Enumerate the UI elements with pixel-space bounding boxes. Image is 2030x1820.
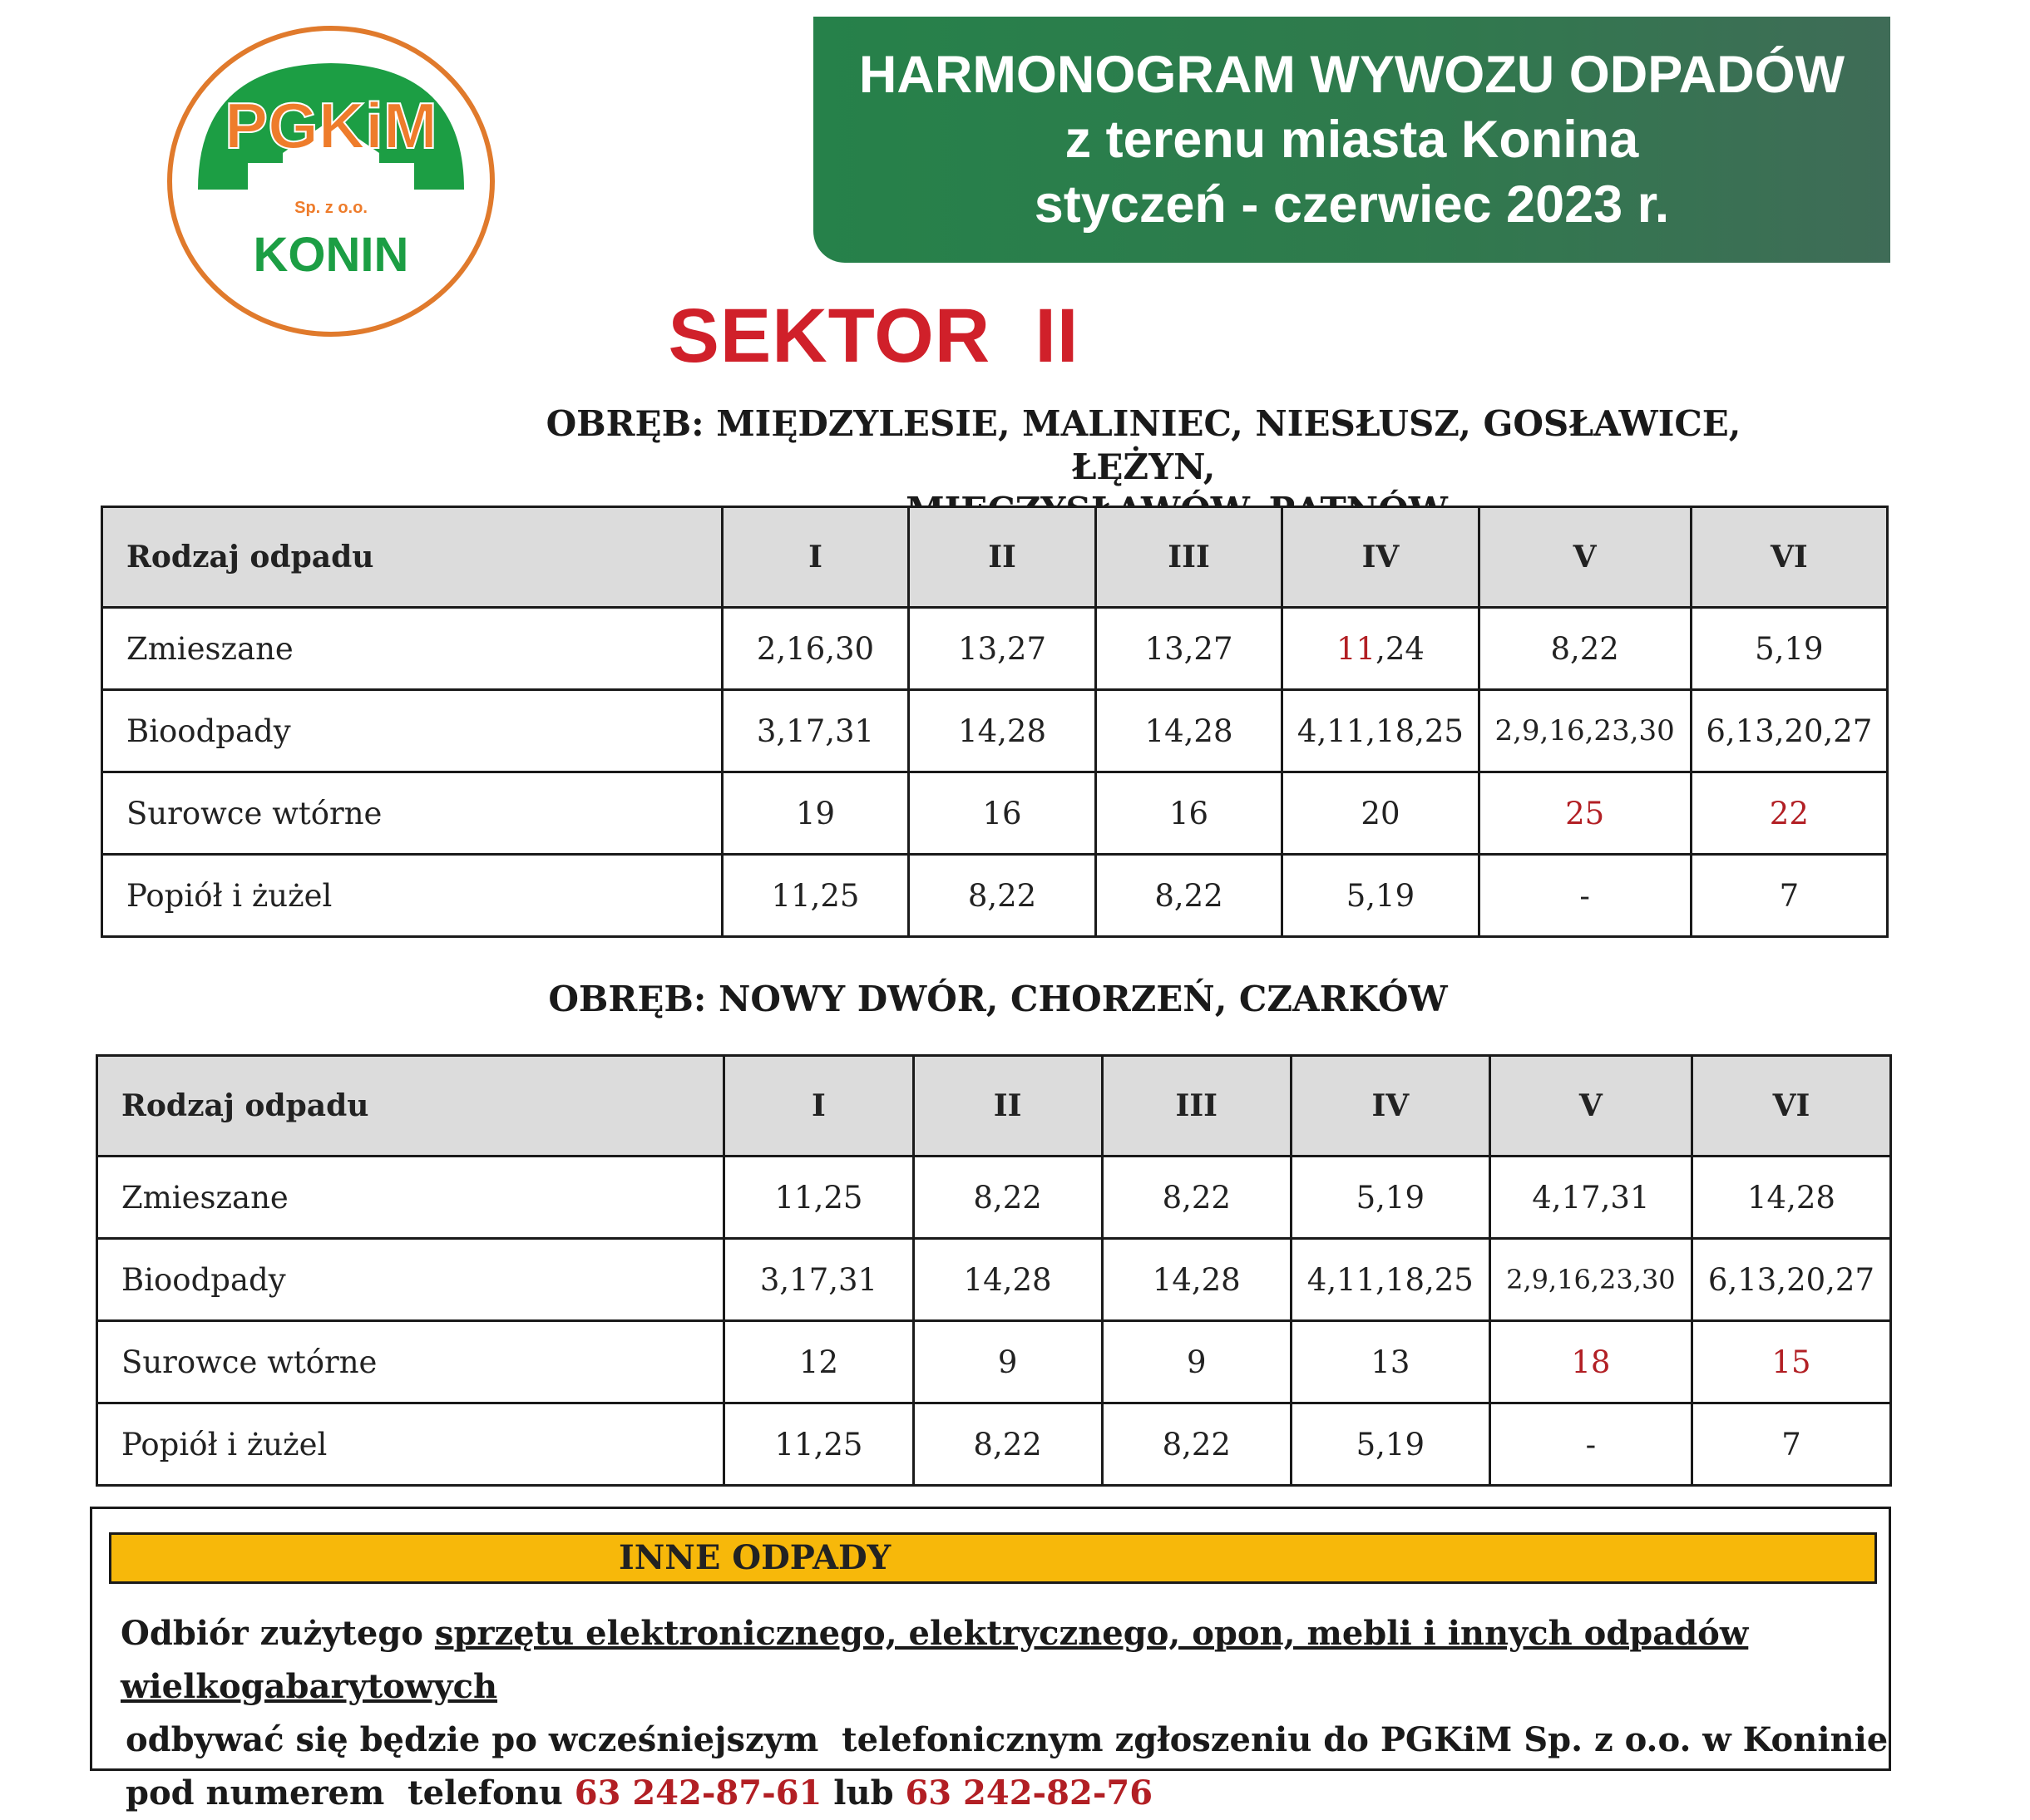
table-cell: 7 [1692,1403,1890,1486]
table-cell: 6,13,20,27 [1691,690,1887,772]
table-header-row [102,507,1888,608]
table-cell: 4,17,31 [1489,1157,1692,1239]
header-line2: z terenu miasta Konina [1064,111,1639,169]
table-cell: 8,22 [913,1403,1102,1486]
table-cell: 11,25 [724,1157,913,1239]
waste-type: Zmieszane [97,1157,724,1239]
phone-number-1[interactable]: 63 242-87-61 [574,1773,822,1813]
waste-type: Popiół i żużel [102,855,723,937]
table-cell: 16 [909,772,1096,855]
column-header: Rodzaj odpadu [97,1056,724,1157]
table-cell: 8,22 [909,855,1096,937]
table-cell: 9 [913,1321,1102,1403]
table-cell: 16 [1095,772,1282,855]
column-header: I [724,1056,913,1157]
header-banner [813,17,1890,263]
table-cell: 2,9,16,23,30 [1489,1239,1692,1321]
table-cell: 8,22 [1095,855,1282,937]
table-cell: 8,22 [913,1157,1102,1239]
sector-title: SEKTOR II [668,293,1079,378]
pgkim-logo [165,23,497,339]
table-cell: 14,28 [913,1239,1102,1321]
other-waste-title-bar [109,1532,1877,1584]
table-cell: 11,25 [722,855,909,937]
table-row [102,690,1888,772]
table-cell: 11,25 [724,1403,913,1486]
logo-city: KONIN [253,228,409,282]
table-row [97,1239,1891,1321]
other-waste-box [90,1507,1891,1813]
table-cell: 2,16,30 [722,608,909,690]
table-row [102,608,1888,690]
table-cell: 5,19 [1282,855,1479,937]
table-cell: 9 [1102,1321,1291,1403]
table-cell: - [1489,1403,1692,1486]
table-row [97,1321,1891,1403]
table-cell: 5,19 [1691,608,1887,690]
table-cell: 15 [1692,1321,1890,1403]
waste-type: Bioodpady [102,690,723,772]
column-header: V [1479,507,1691,608]
section1-title-line1: OBRĘB: MIĘDZYLESIE, MALINIEC, NIESŁUSZ, GOSŁAWICE, ŁĘŻYN, [546,403,1741,487]
table-cell: 8,22 [1479,608,1691,690]
table-cell: 7 [1691,855,1887,937]
table-row [102,772,1888,855]
table-cell: 13 [1291,1321,1489,1403]
table-cell: 25 [1479,772,1691,855]
section2-title: OBRĘB: NOWY DWÓR, CHORZEŃ, CZARKÓW [548,979,1448,1019]
table-cell: 3,17,31 [722,690,909,772]
table-cell: 8,22 [1102,1403,1291,1486]
table-row [97,1403,1891,1486]
column-header: V [1489,1056,1692,1157]
other-waste-title: INNE ODPADY [619,1538,892,1577]
waste-type: Surowce wtórne [97,1321,724,1403]
waste-type: Popiół i żużel [97,1403,724,1486]
column-header: II [913,1056,1102,1157]
table-cell: 3,17,31 [724,1239,913,1321]
schedule-table-1 [101,506,1889,938]
schedule-table-2 [96,1054,1892,1487]
table-cell: - [1479,855,1691,937]
column-header: II [909,507,1096,608]
table-cell: 14,28 [909,690,1096,772]
column-header: III [1102,1056,1291,1157]
table-cell: 6,13,20,27 [1692,1239,1890,1321]
other-waste-line1: Odbiór zużytego sprzętu elektronicznego, elektrycznego, opon, mebli i innych odpadów wielkogabarytowych [121,1614,1749,1706]
waste-type: Surowce wtórne [102,772,723,855]
table-cell: 12 [724,1321,913,1403]
waste-type: Zmieszane [102,608,723,690]
table-cell: 11,24 [1282,608,1479,690]
other-waste-text [121,1607,1889,1820]
other-waste-line2: odbywać się będzie po wcześniejszym telefonicznym zgłoszeniu do PGKiM Sp. z o.o. w Koninie [126,1720,1889,1759]
logo-subtitle: Sp. z o.o. [294,199,368,217]
column-header: IV [1291,1056,1489,1157]
table-cell: 4,11,18,25 [1282,690,1479,772]
table-cell: 14,28 [1095,690,1282,772]
column-header: III [1095,507,1282,608]
table-cell: 2,9,16,23,30 [1479,690,1691,772]
waste-type: Bioodpady [97,1239,724,1321]
other-waste-line3: pod numerem telefonu 63 242-87-61 lub 63 242-82-76 [126,1773,1153,1813]
table-row [102,855,1888,937]
column-header: VI [1692,1056,1890,1157]
header-line1: HARMONOGRAM WYWOZU ODPADÓW [858,46,1845,104]
logo-brand: PGKiM [225,89,437,162]
table-cell: 5,19 [1291,1403,1489,1486]
table-cell: 20 [1282,772,1479,855]
column-header: Rodzaj odpadu [102,507,723,608]
column-header: IV [1282,507,1479,608]
table-row [97,1157,1891,1239]
phone-number-2[interactable]: 63 242-82-76 [905,1773,1153,1813]
table-header-row [97,1056,1891,1157]
table-cell: 14,28 [1102,1239,1291,1321]
table-cell: 4,11,18,25 [1291,1239,1489,1321]
column-header: VI [1691,507,1887,608]
table-cell: 13,27 [909,608,1096,690]
column-header: I [722,507,909,608]
table-cell: 14,28 [1692,1157,1890,1239]
table-cell: 19 [722,772,909,855]
table-cell: 8,22 [1102,1157,1291,1239]
table-cell: 22 [1691,772,1887,855]
header-line3: styczeń - czerwiec 2023 r. [1034,175,1670,234]
table-cell: 13,27 [1095,608,1282,690]
table-cell: 18 [1489,1321,1692,1403]
table-cell: 5,19 [1291,1157,1489,1239]
